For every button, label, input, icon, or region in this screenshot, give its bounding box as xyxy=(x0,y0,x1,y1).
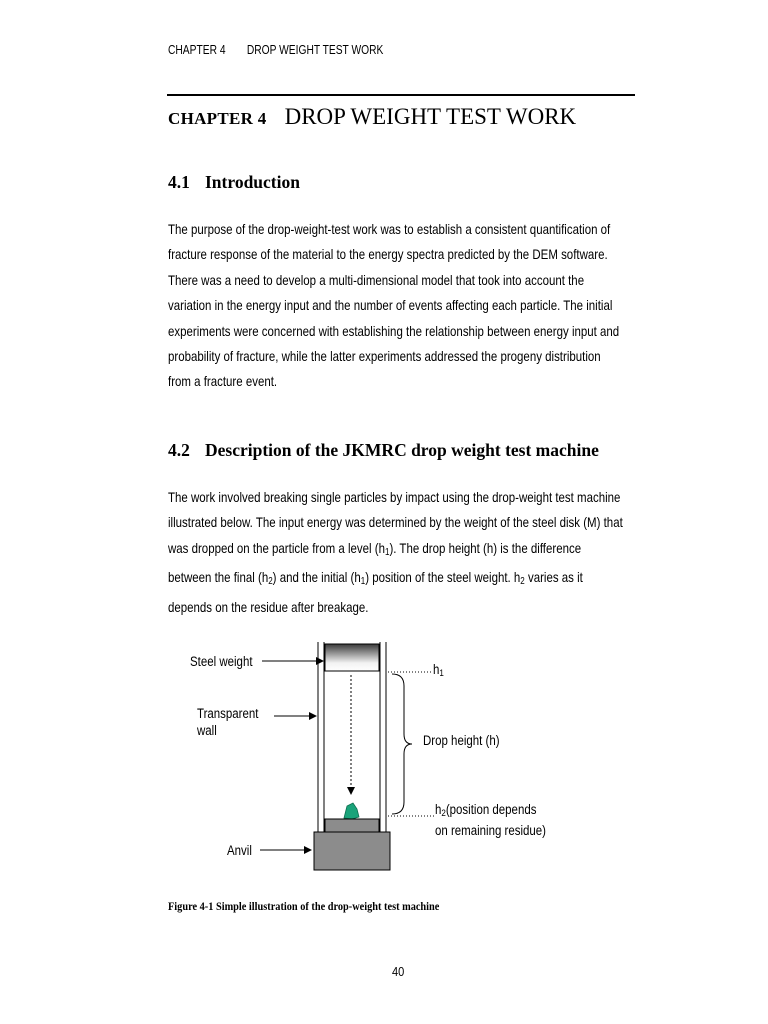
subscript: 2 xyxy=(268,576,273,588)
figure-caption: Figure 4-1 Simple illustration of the drop-weight test machine xyxy=(168,899,440,913)
label-text: h xyxy=(435,802,442,817)
label-line: wall xyxy=(197,723,217,738)
label-anvil: Anvil xyxy=(227,843,252,858)
header-chapter: CHAPTER 4 xyxy=(168,43,226,57)
drop-height-brace xyxy=(392,674,412,814)
anvil-base xyxy=(314,832,390,870)
section-heading-machine xyxy=(168,440,599,461)
section-number: 4.2 xyxy=(168,440,190,460)
section-title: Description of the JKMRC drop weight test machine xyxy=(205,440,599,460)
intro-paragraph: The purpose of the drop-weight-test work was to establish a consistent quantification of fracture response of the material to the energy spectra predicted by the DEM software. There was a need to develop a multi-dimensional model that took into account the variation in the energy input and the number of events affecting each particle. The initial experiments were concerned with establishing the relationship between energy input and probability of fracture, while the latter experiments addressed the progeny distribution from a fracture event. xyxy=(168,221,620,390)
subscript: 1 xyxy=(360,576,366,588)
label-drop-height: Drop height (h) xyxy=(423,733,500,748)
paragraph-text: ) position of the steel weight. h xyxy=(365,569,521,586)
label-transparent-wall xyxy=(197,705,258,739)
paragraph-text: The work involved breaking single particles by impact using the drop-weight test machine illustrated below. The input energy was determined by the weight of the steel disk (M) that was dropped on the particle from a level (h xyxy=(168,489,623,556)
label-h2 xyxy=(435,801,546,839)
chapter-title: DROP WEIGHT TEST WORK xyxy=(284,104,577,129)
label-line: Transparent xyxy=(197,706,259,721)
machine-paragraph xyxy=(168,485,623,620)
subscript: 2 xyxy=(520,576,525,588)
section-heading-introduction xyxy=(168,172,300,193)
steel-weight xyxy=(325,644,379,671)
drop-weight-diagram xyxy=(168,620,588,880)
subscript: 1 xyxy=(384,546,390,558)
particle xyxy=(344,803,359,819)
label-text: (position depends xyxy=(445,802,537,817)
paragraph-text: ). The drop height (h) is the difference between the final (h xyxy=(168,539,582,586)
section-title: Introduction xyxy=(205,172,300,192)
page-number: 40 xyxy=(392,964,405,979)
label-steel-weight: Steel weight xyxy=(190,654,253,669)
paragraph-text: ) and the initial (h xyxy=(272,569,361,586)
running-header xyxy=(168,43,383,57)
header-title: DROP WEIGHT TEST WORK xyxy=(246,43,384,57)
subscript: 1 xyxy=(439,668,444,679)
label-line: on remaining residue) xyxy=(435,823,546,838)
paragraph-text: varies as it depends on the residue after breakage. xyxy=(168,569,583,615)
subscript: 2 xyxy=(441,808,446,819)
chapter-heading xyxy=(168,104,576,130)
chapter-number: CHAPTER 4 xyxy=(168,109,267,128)
label-h1 xyxy=(433,661,444,682)
anvil-top xyxy=(325,819,379,832)
header-rule xyxy=(167,94,635,96)
section-number: 4.1 xyxy=(168,172,190,192)
label-text: h xyxy=(433,662,440,677)
